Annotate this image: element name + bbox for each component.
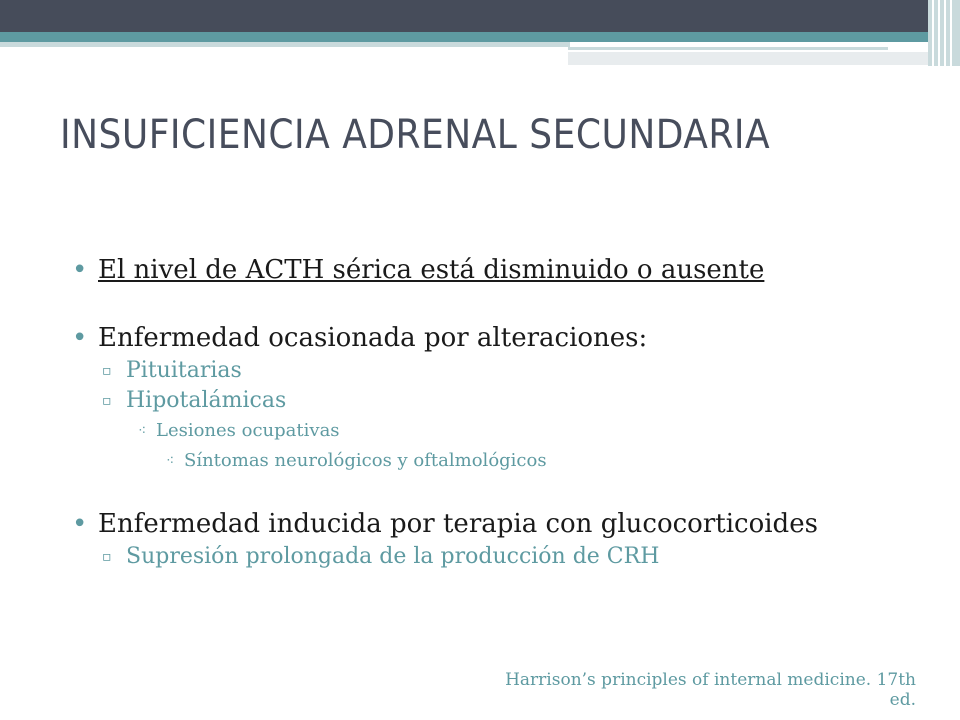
header-dark-bar: [0, 0, 960, 32]
sub-sub-sub-bullet-sintomas: [72, 446, 932, 476]
diamond-bullet-icon: ⁖: [138, 423, 147, 439]
header-teal-bar: [0, 32, 960, 42]
bullet-dot-icon: •: [72, 509, 88, 539]
sub-bullet-pituitarias: [72, 356, 932, 386]
bullet-text: El nivel de ACTH sérica está disminuido o ausente: [98, 255, 765, 285]
bullet-causes: [72, 320, 932, 356]
sub-sub-sub-bullet-text: Síntomas neurológicos y oftalmológicos: [184, 450, 547, 471]
bullet-acth-level: [72, 252, 932, 288]
bullet-dot-icon: •: [72, 255, 88, 285]
square-bullet-icon: ▫: [102, 549, 112, 565]
header-corner-stripes: [928, 0, 960, 66]
sub-sub-bullet-lesiones: [72, 416, 932, 446]
bullet-glucocorticoides: [72, 506, 932, 542]
sub-bullet-text: Pituitarias: [126, 358, 242, 383]
sub-bullet-text: Supresión prolongada de la producción de CRH: [126, 544, 660, 569]
bullet-text: Enfermedad ocasionada por alteraciones:: [98, 323, 648, 353]
diamond-bullet-icon: ⁖: [166, 453, 175, 469]
header-light-bar-left: [0, 42, 570, 47]
sub-bullet-text: Hipotalámicas: [126, 388, 287, 413]
header-grey-band: [568, 52, 960, 65]
header-white-line: [568, 50, 888, 52]
bullet-text: Enfermedad inducida por terapia con glucocorticoides: [98, 509, 818, 539]
sub-bullet-supresion: [72, 542, 932, 572]
square-bullet-icon: ▫: [102, 393, 112, 409]
bullet-dot-icon: •: [72, 323, 88, 353]
sub-bullet-hipotalamicas: [72, 386, 932, 416]
citation: Harrison’s principles of internal medicine. 17th ed.: [505, 670, 916, 710]
slide-title: INSUFICIENCIA ADRENAL SECUNDARIA: [60, 112, 771, 158]
slide-body: [72, 252, 932, 572]
square-bullet-icon: ▫: [102, 363, 112, 379]
sub-sub-bullet-text: Lesiones ocupativas: [156, 420, 340, 441]
